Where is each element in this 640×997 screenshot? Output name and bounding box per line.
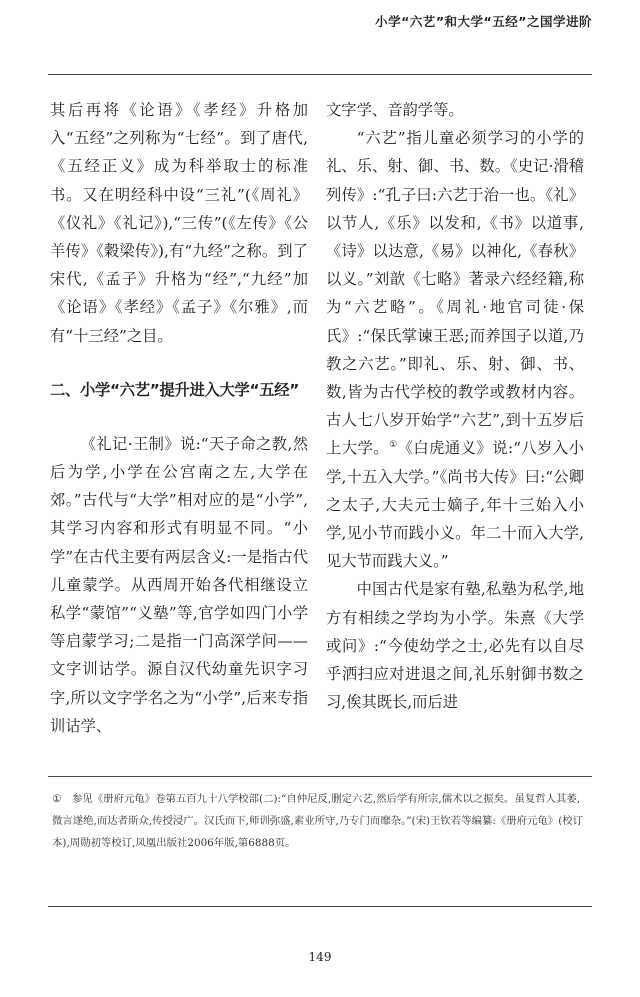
right-paragraph-3: 中国古代是家有塾,私塾为私学,地方有相续之学均为小学。朱熹《大学或问》:“今使幼学之士,必先有以自尽乎洒扫应对进退之间,礼乐射御书数之习,俟其既长,而后进 [326, 580, 584, 712]
right-column [326, 96, 584, 716]
footnote-text: 参见《册府元龟》卷第五百九十八学校部(二):“自仲尼反,删定六艺,然后学有所宗,儒术以之振矣。虽复哲人其萎,微言遂绝,而达者斯众,传授浸广。汉氏而下,师训弥盛,素业所守,乃专门而靡杂。”(宋)王钦若等编纂:《册府元龟》(校订本),周勋初等校订,凤凰出版社2006年版,第6888页。 [52, 793, 584, 849]
right-paragraph-2 [326, 124, 584, 575]
left-column [50, 96, 308, 740]
footer-rule [48, 906, 592, 907]
right-paragraph-1: 文字学、音韵学等。 [326, 101, 464, 119]
page-number: 149 [308, 950, 332, 964]
left-paragraph-2: 《礼记·王制》说:“天子命之教,然后为学,小学在公宫南之左,大学在郊。”古代与“大学”相对应的是“小学”,其学习内容和形式有明显不同。“小学”在古代主要有两层含义:一是指古代儿童蒙学。从西周开始各代相继设立私学“蒙馆”“义塾”等,官学如四门小学等启蒙学习;二是指一门高深学问——文字训诂学。源自汉代幼童先识字习字,所以文字学名之为“小学”,后来专指训诂学、 [50, 434, 308, 735]
header-rule [48, 74, 592, 75]
footnote-marker: ① [52, 793, 62, 805]
right-paragraph-2-b: 《白虎通义》说:“八岁入小学,十五入大学。”《尚书大传》曰:“公卿之太子,大夫元士嫡子,年十三始入小学,见小节而践小义。年二十而入大学,见大节而践大义。” [326, 439, 584, 571]
footnote-rule [48, 776, 592, 777]
footnote-reference[interactable]: ① [389, 440, 398, 451]
section-heading: 二、小学“六艺”提升进入大学“五经” [50, 380, 299, 399]
footnote [52, 788, 586, 854]
right-paragraph-2-a: “六艺”指儿童必须学习的小学的礼、乐、射、御、书、数。《史记·滑稽列传》:“孔子曰:六艺于治一也。《礼》以节人,《乐》以发和,《书》以道事,《诗》以达意,《易》以神化,《春秋》以义。”刘歆《七略》著录六经经籍,称为“六艺略”。《周礼·地官司徒·保氏》:“保氏掌谏王恶;而养国子以道,乃教之六艺。”即礼、乐、射、御、书、数,皆为古代学校的教学或教材内容。古人七八岁开始学“六艺”,到十五岁后上大学。 [326, 129, 584, 458]
left-paragraph-1: 其后再将《论语》《孝经》升格加入“五经”之列称为“七经”。到了唐代,《五经正义》成为科举取士的标准书。又在明经科中设“三礼”(《周礼》《仪礼》《礼记》),“三传”(《左传》《公羊传》《穀梁传》),有“九经”之称。到了宋代,《孟子》升格为“经”,“九经”加《论语》《孝经》《孟子》《尔雅》,而有“十三经”之目。 [50, 101, 308, 345]
running-header: 小学“六艺”和大学“五经”之国学进阶 [375, 14, 592, 29]
